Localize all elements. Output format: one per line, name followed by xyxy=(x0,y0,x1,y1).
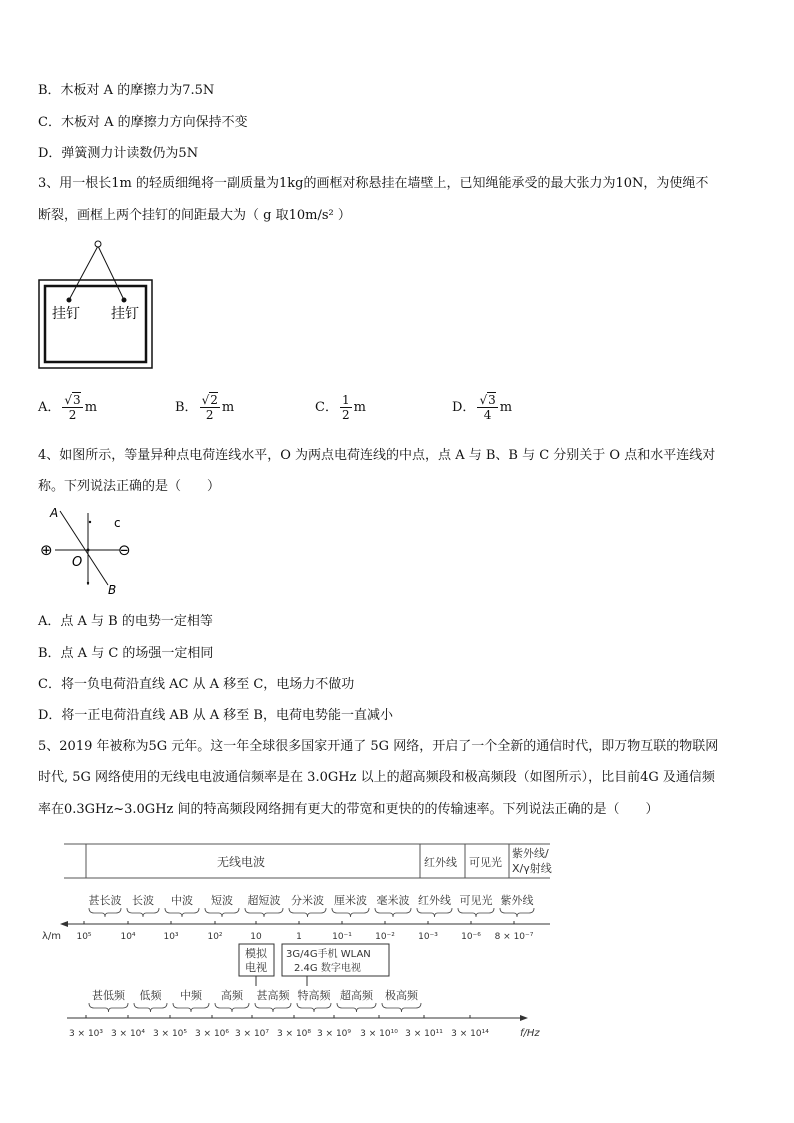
wavelength-name: 甚长波 xyxy=(88,894,122,907)
wavelength-name: 短波 xyxy=(211,894,233,907)
wavelength-name: 紫外线 xyxy=(500,894,534,907)
line-ab-diagonal xyxy=(60,511,108,585)
q3-option-a: A． $\frac{√3}{2}$ m xyxy=(38,393,98,422)
label-a: A xyxy=(50,506,59,520)
band-uv: 紫外线/ xyxy=(512,847,549,860)
frame-inner xyxy=(45,286,146,362)
frequency-tick-label: 3 × 10⁶ xyxy=(194,1029,230,1039)
nail-left-label: 挂钉 xyxy=(52,306,80,322)
spectrum-figure xyxy=(42,838,552,1048)
brace xyxy=(89,1003,128,1012)
frequency-name: 低频 xyxy=(139,989,162,1002)
frequency-ticks xyxy=(69,1015,489,1039)
brace xyxy=(337,1003,376,1012)
wavelength-tick-label: 10³ xyxy=(163,932,179,942)
brace xyxy=(245,908,283,917)
brace xyxy=(458,908,494,917)
negative-charge-icon: ⊖ xyxy=(118,541,131,559)
q4-option-b: B．点 A 与 C 的场强一定相同 xyxy=(38,646,214,661)
q5-stem-line1: 5、2019 年被称为5G 元年。这一年全球很多国家开通了 5G 网络，开启了一个全新的通信时代，即万物互联的物联网 xyxy=(38,739,719,754)
frequency-tick-label: 3 × 10⁸ xyxy=(276,1029,312,1039)
mobile-wlan-line1: 3G/4G手机 WLAN xyxy=(286,949,371,960)
frequency-tick-label: 3 × 10⁵ xyxy=(152,1029,188,1039)
wavelength-name: 毫米波 xyxy=(376,894,410,907)
brace xyxy=(375,908,411,917)
frequency-tick-label: 3 × 10¹⁴ xyxy=(451,1029,489,1039)
frequency-tick-label: 3 × 10⁹ xyxy=(316,1029,352,1039)
q2-option-d: D．弹簧测力计读数仍为5N xyxy=(38,146,199,161)
brace xyxy=(134,1003,167,1012)
frequency-name: 极高频 xyxy=(385,989,418,1002)
frequency-name: 超高频 xyxy=(340,989,373,1002)
wavelength-name: 分米波 xyxy=(291,894,324,907)
q3-option-c: C． $\frac{1}{2}$ m xyxy=(315,393,366,422)
wavelength-name: 厘米波 xyxy=(334,894,367,907)
wall-hook-icon xyxy=(95,241,101,247)
frequency-name: 中频 xyxy=(180,989,202,1002)
point-charge-figure xyxy=(38,503,138,599)
brace xyxy=(165,908,199,917)
positive-charge-icon: ⊕ xyxy=(40,541,53,559)
wavelength-tick-label: 10 xyxy=(250,932,262,942)
brace xyxy=(205,908,239,917)
brace xyxy=(297,1003,331,1012)
wavelength-tick-label: 1 xyxy=(296,932,302,942)
q3-option-d: D． $\frac{√3}{4}$ m xyxy=(452,393,513,422)
wavelength-tick-label: 10⁵ xyxy=(76,932,92,942)
wavelength-name: 长波 xyxy=(132,894,154,907)
frequency-axis-arrow xyxy=(520,1015,528,1021)
q5-stem-line2: 时代, 5G 网络使用的无线电电波通信频率是在 3.0GHz 以上的超高频段和极高频段（如图所示），比目前4G 及通信频 xyxy=(38,770,715,785)
frequency-tick-label: 3 × 10⁴ xyxy=(110,1029,146,1039)
wavelength-name: 超短波 xyxy=(247,894,281,907)
wavelength-name: 可见光 xyxy=(459,894,493,907)
mobile-wlan-line2: 2.4G 数字电视 xyxy=(294,963,361,974)
band-radio: 无线电波 xyxy=(217,855,266,869)
point-b xyxy=(87,582,89,584)
point-c xyxy=(89,521,91,523)
wavelength-tick-label: 10⁻⁶ xyxy=(461,932,481,942)
q4-stem-line1: 4、如图所示，等量异种点电荷连线水平，O 为两点电荷连线的中点，点 A 与 B、B 与 C 分别关于 O 点和水平连线对 xyxy=(38,448,716,463)
nail-left-icon xyxy=(67,298,72,303)
wavelength-axis-arrow xyxy=(60,921,68,927)
q3-stem-line1: 3、用一根长1m 的轻质细绳将一副质量为1kg的画框对称悬挂在墙壁上，已知绳能承受的最大张力为10N，为使绳不 xyxy=(38,176,709,191)
frequency-tick-label: 3 × 10¹¹ xyxy=(405,1029,443,1039)
band-visible: 可见光 xyxy=(469,856,502,869)
q2-option-b: B．木板对 A 的摩擦力为7.5N xyxy=(38,83,215,98)
frequency-tick-label: 3 × 10¹⁰ xyxy=(360,1029,398,1039)
band-xray: X/γ射线 xyxy=(512,862,552,875)
frame-outer xyxy=(39,280,152,368)
q4-option-a: A．点 A 与 B 的电势一定相等 xyxy=(38,614,213,629)
frequency-tick-label: 3 × 10⁷ xyxy=(234,1029,270,1039)
brace xyxy=(382,1003,421,1012)
wavelength-name: 中波 xyxy=(171,894,193,907)
q5-stem-line3: 率在0.3GHz~3.0GHz 间的特高频段网络拥有更大的带宽和更快的的传输速率。下列说法正确的是（ ） xyxy=(38,802,659,817)
frequency-name: 特高频 xyxy=(297,989,331,1002)
nail-right-label: 挂钉 xyxy=(111,306,139,322)
frequency-name: 甚低频 xyxy=(92,989,125,1002)
label-o: O xyxy=(72,555,83,570)
brace xyxy=(417,908,452,917)
wavelength-name: 红外线 xyxy=(418,894,451,907)
wavelength-tick-label: 8 × 10⁻⁷ xyxy=(494,932,534,942)
q2-option-c: C．木板对 A 的摩擦力方向保持不变 xyxy=(38,115,248,130)
rope-right xyxy=(98,246,124,300)
brace xyxy=(255,1003,291,1012)
wavelength-tick-label: 10⁻¹ xyxy=(332,932,352,942)
brace xyxy=(173,1003,209,1012)
frequency-name: 甚高频 xyxy=(256,989,290,1002)
q4-stem-line2: 称。下列说法正确的是（ ） xyxy=(38,479,221,494)
brace xyxy=(89,908,121,917)
brace xyxy=(215,1003,249,1012)
brace xyxy=(500,908,534,917)
frequency-label: f/Hz xyxy=(520,1028,540,1039)
q4-option-c: C．将一负电荷沿直线 AC 从 A 移至 C，电场力不做功 xyxy=(38,677,355,692)
wavelength-names xyxy=(89,893,535,917)
rope-left xyxy=(69,246,98,300)
wavelength-tick-label: 10⁻³ xyxy=(418,932,438,942)
point-o xyxy=(87,549,90,552)
label-c: c xyxy=(114,516,121,530)
q3-option-b: B． $\frac{√2}{2}$ m xyxy=(175,393,235,422)
frequency-names xyxy=(89,988,421,1012)
frequency-tick-label: 3 × 10³ xyxy=(68,1029,104,1039)
frequency-name: 高频 xyxy=(221,989,243,1002)
brace xyxy=(332,908,369,917)
q3-stem-line2: 断裂，画框上两个挂钉的间距最大为（ g 取10m/s² ） xyxy=(38,208,351,223)
analog-tv-line1: 模拟 xyxy=(245,947,267,960)
brace xyxy=(127,908,159,917)
wavelength-tick-label: 10² xyxy=(207,932,223,942)
wavelength-tick-label: 10⁴ xyxy=(120,932,136,942)
brace xyxy=(289,908,326,917)
lambda-label: λ/m xyxy=(42,931,62,942)
label-b: B xyxy=(108,583,117,597)
q4-option-d: D．将一正电荷沿直线 AB 从 A 移至 B，电荷电势能一直减小 xyxy=(38,708,393,723)
nail-right-icon xyxy=(122,298,127,303)
picture-frame-figure xyxy=(38,236,158,372)
analog-tv-line2: 电视 xyxy=(245,961,267,974)
band-infrared: 红外线 xyxy=(424,856,457,869)
wavelength-tick-label: 10⁻² xyxy=(375,932,395,942)
